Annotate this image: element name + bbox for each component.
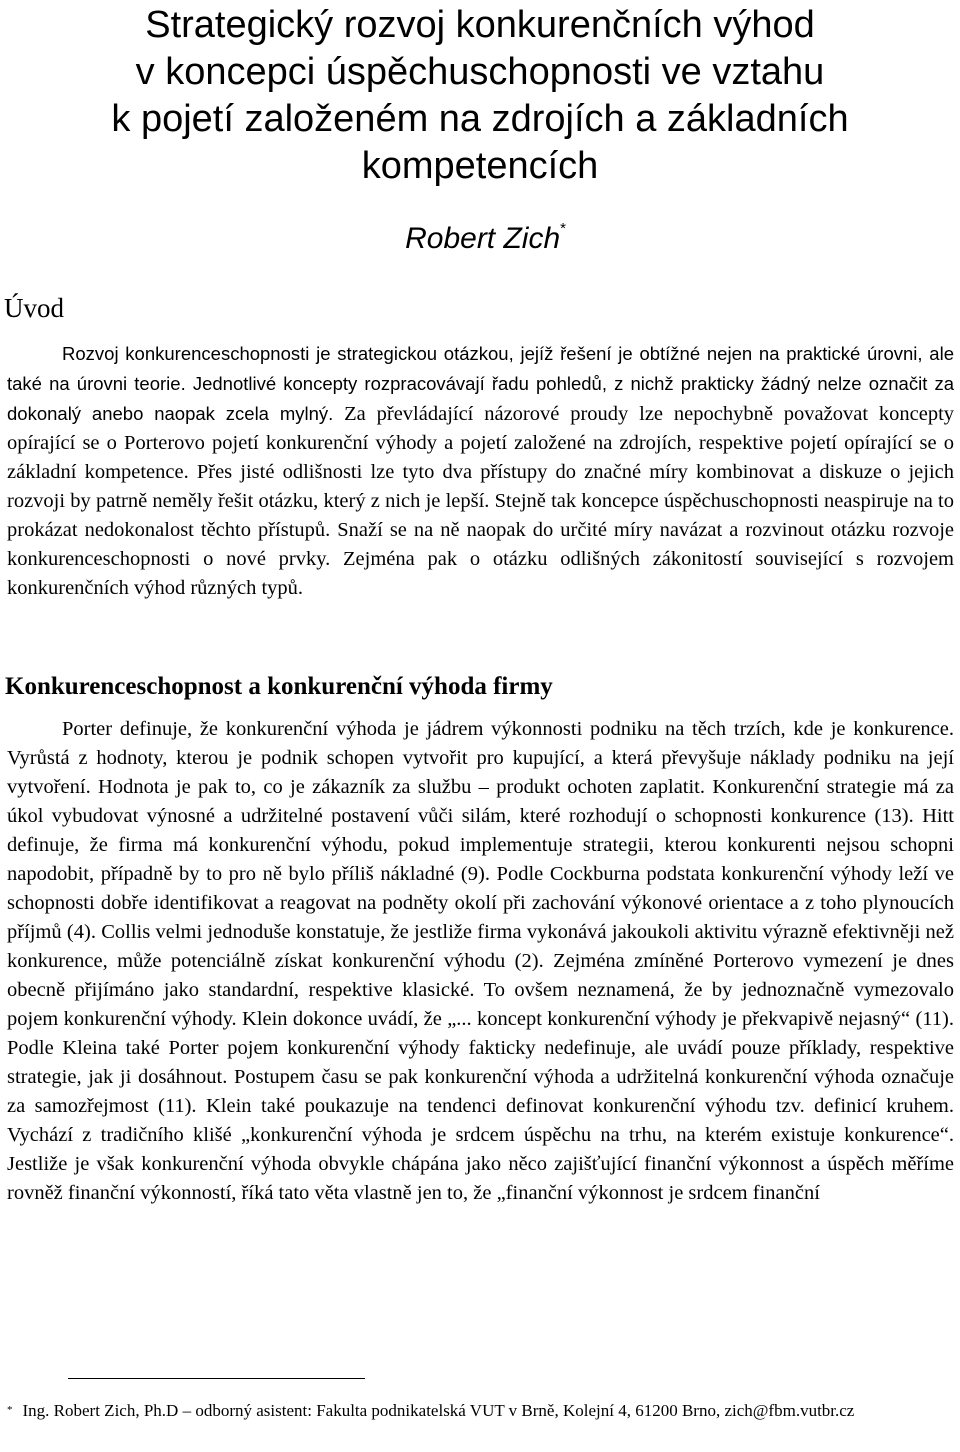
- paper-title: [0, 2, 960, 190]
- intro-paragraph-serif: Za převládající názorové proudy lze nepochybně považovat koncepty opírající se o Porterovo pojetí konkurenční výhody a pojetí založené na zdrojích, respektive pojetí opírající se o základní kompetence. Přes jisté odlišnosti lze tyto dva přístupy do značné míry kombinovat a diskuze o jejich rozvoji by patrně neměly řešit otázku, který z nich je lepší. Stejně tak koncepce úspěchuschopnosti neaspiruje na to prokázat nedokonalost těchto přístupů. Snaží se na ně naopak do určité míry navázat a rozvinout otázku rozvoje konkurenceschopnosti o nové prvky. Zejména pak o otázku odlišných zákonitostí související s rozvojem konkurenčních výhod různých typů.: [7, 403, 955, 599]
- intro-paragraph-sans: Rozvoj konkurenceschopnosti je strategickou otázkou, jejíž řešení je obtížné nejen na praktické úrovni, ale také na úrovni teorie. Jednotlivé koncepty rozpracovávají řadu pohledů, z nichž prakticky žádný nelze označit za dokonalý anebo naopak zcela mylný.: [7, 343, 954, 424]
- competitiveness-paragraph-text: Porter definuje, že konkurenční výhoda je jádrem výkonnosti podniku na těch trzích, kde je konkurence. Vyrůstá z hodnoty, kterou je podnik schopen vytvořit pro kupující, a která převyšuje náklady podniku na její vytvoření. Hodnota je pak to, co je zákazník za službu – produkt ochoten zaplatit. Konkurenční strategie má za úkol vybudovat výnosné a udržitelné postavení vůči silám, které rozhodují o schopnosti konkurence (13). Hitt definuje, že firma má konkurenční výhodu, pokud implementuje strategii, kterou konkurenti nejsou schopni napodobit, případně by to pro ně bylo příliš nákladné (9). Podle Cockburna podstata konkurenční výhody leží ve schopnosti dobře identifikovat a reagovat na podněty okolí při zachování výkonové orientace a z toho plynoucích příjmů (4). Collis velmi jednoduše konstatuje, že jestliže firma vykonává jakoukoli aktivitu výrazně efektivněji než konkurence, může potenciálně získat konkurenční výhodu (2). Zejména zmíněné Porterovo vymezení je dnes obecně přijímáno jako standardní, respektive klasické. To ovšem neznamená, že by jednoznačně vymezovalo pojem konkurenční výhody. Klein dokonce uvádí, že „... koncept konkurenční výhody je překvapivě nejasný“ (11). Podle Kleina také Porter pojem konkurenční výhody fakticky nedefinuje, ale uvádí pouze příklady, respektive strategie, jak ji dosáhnout. Postupem času se pak konkurenční výhoda a udržitelná konkurenční výhoda označuje za samozřejmost (11). Klein také poukazuje na tendenci definovat konkurenční výhodu tzv. definicí kruhem. Vychází z tradičního klišé „konkurenční výhoda je srdcem úspěchu na trhu, na kterém existuje konkurence“. Jestliže je však konkurenční výhoda obvykle chápána jako něco zajišťující finanční výkonnost a úspěch měříme rovněž finanční výkonností, říká tato věta vlastně jen to, že „finanční výkonnost je srdcem finanční: [7, 718, 954, 1204]
- title-line: kompetencích: [361, 145, 599, 187]
- footnote: [7, 1398, 954, 1426]
- footnote-text: Ing. Robert Zich, Ph.D – odborný asistent: Fakulta podnikatelská VUT v Brně, Kolejní 4, 61200 Brno, zich@fbm.vutbr.cz: [22, 1401, 855, 1420]
- author-footnote-marker: *: [560, 220, 566, 237]
- footnote-marker: *: [7, 1404, 13, 1416]
- title-line: k pojetí založeném na zdrojích a základních: [111, 98, 849, 140]
- title-line: Strategický rozvoj konkurenčních výhod: [145, 4, 815, 46]
- section-heading: Konkurenceschopnost a konkurenční výhoda firmy: [5, 673, 553, 700]
- footnote-divider: [68, 1378, 365, 1379]
- intro-paragraph: [7, 339, 954, 603]
- author-line: [405, 213, 566, 259]
- intro-heading: Úvod: [4, 293, 64, 323]
- competitiveness-paragraph: [7, 715, 954, 1208]
- author-name: Robert Zich: [405, 222, 561, 255]
- title-line: v koncepci úspěchuschopnosti ve vztahu: [135, 51, 825, 93]
